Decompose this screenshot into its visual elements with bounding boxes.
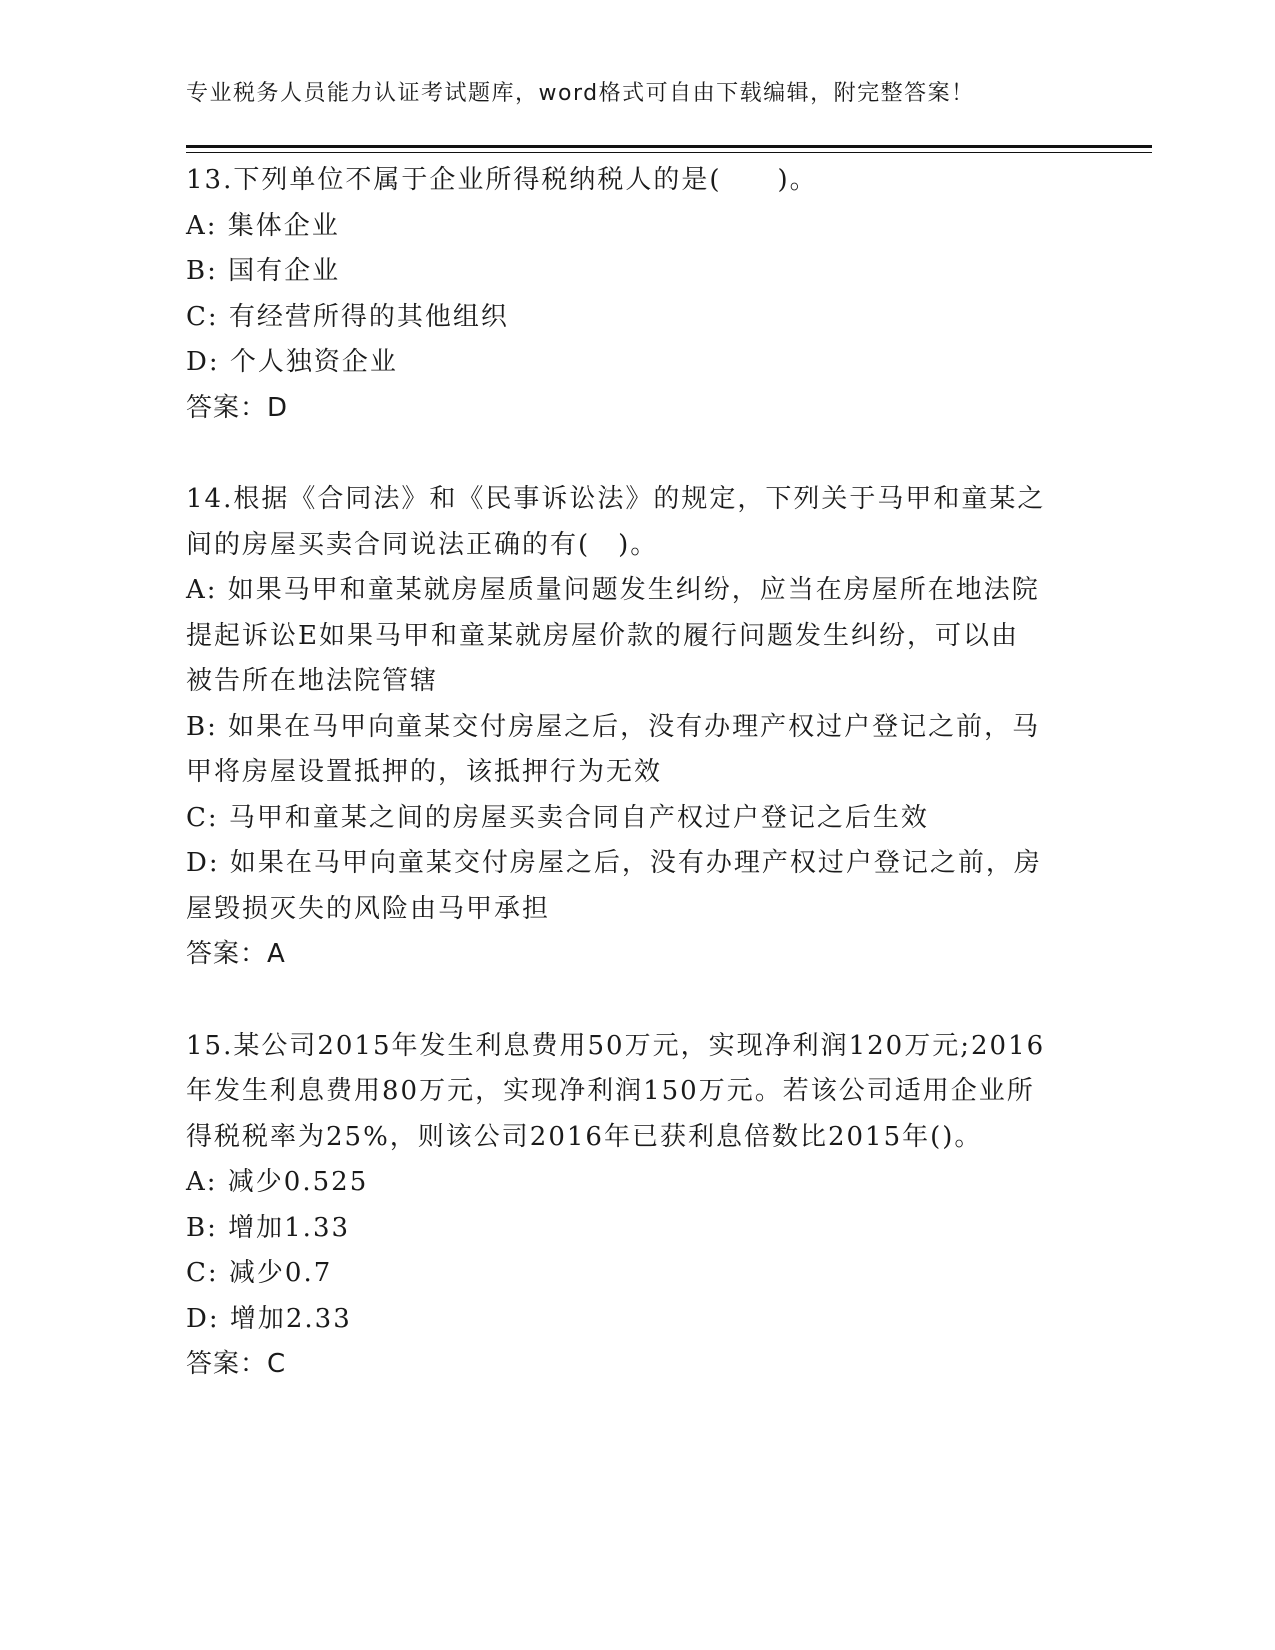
option-c: C: 马甲和童某之间的房屋买卖合同自产权过户登记之后生效 [186,802,929,833]
option-a: A: 集体企业 [186,210,340,241]
question-list [186,158,1086,1434]
option-b: 甲将房屋设置抵押的，该抵押行为无效 [186,757,663,787]
option-a: A: 减少0.525 [186,1167,369,1197]
option-a: A: 如果马甲和童某就房屋质量问题发生纠纷，应当在房屋所在地法院 [186,575,1040,605]
option-d: D: 增加2.33 [186,1303,352,1334]
option-d: 屋毁损灭失的风险由马甲承担 [186,893,551,924]
answer-label: 答案：A [186,939,286,969]
page-header: 专业税务人员能力认证考试题库，word格式可自由下载编辑，附完整答案！ [186,81,975,106]
question-stem: 间的房屋买卖合同说法正确的有( )。 [186,529,659,560]
question-14 [186,477,1086,978]
question-stem: 14.根据《合同法》和《民事诉讼法》的规定，下列关于马甲和童某之 [186,484,1046,514]
option-a: 提起诉讼E如果马甲和童某就房屋价款的履行问题发生纠纷，可以由 [186,620,1019,651]
question-stem: 13.下列单位不属于企业所得税纳税人的是( )。 [186,165,818,195]
option-d: D: 如果在马甲向童某交付房屋之后，没有办理产权过户登记之前，房 [186,848,1042,878]
answer-label: 答案：C [186,1349,287,1379]
option-b: B: 增加1.33 [186,1212,351,1243]
option-d: D: 个人独资企业 [186,347,398,377]
option-c: C: 有经营所得的其他组织 [186,301,509,332]
option-b: B: 国有企业 [186,256,341,286]
question-stem: 年发生利息费用80万元，实现净利润150万元。若该公司适用企业所 [186,1076,1035,1106]
question-15 [186,1024,1086,1388]
question-stem: 15.某公司2015年发生利息费用50万元，实现净利润120万元;2016 [186,1030,1046,1061]
header-rule-thin [186,152,1152,153]
header-rule-thick [186,145,1152,148]
option-a: 被告所在地法院管辖 [186,666,439,696]
question-13 [186,158,1086,431]
option-c: C: 减少0.7 [186,1258,333,1288]
question-stem: 得税税率为25%，则该公司2016年已获利息倍数比2015年()。 [186,1121,983,1152]
option-b: B: 如果在马甲向童某交付房屋之后，没有办理产权过户登记之前，马 [186,711,1041,742]
answer-label: 答案：D [186,392,289,423]
